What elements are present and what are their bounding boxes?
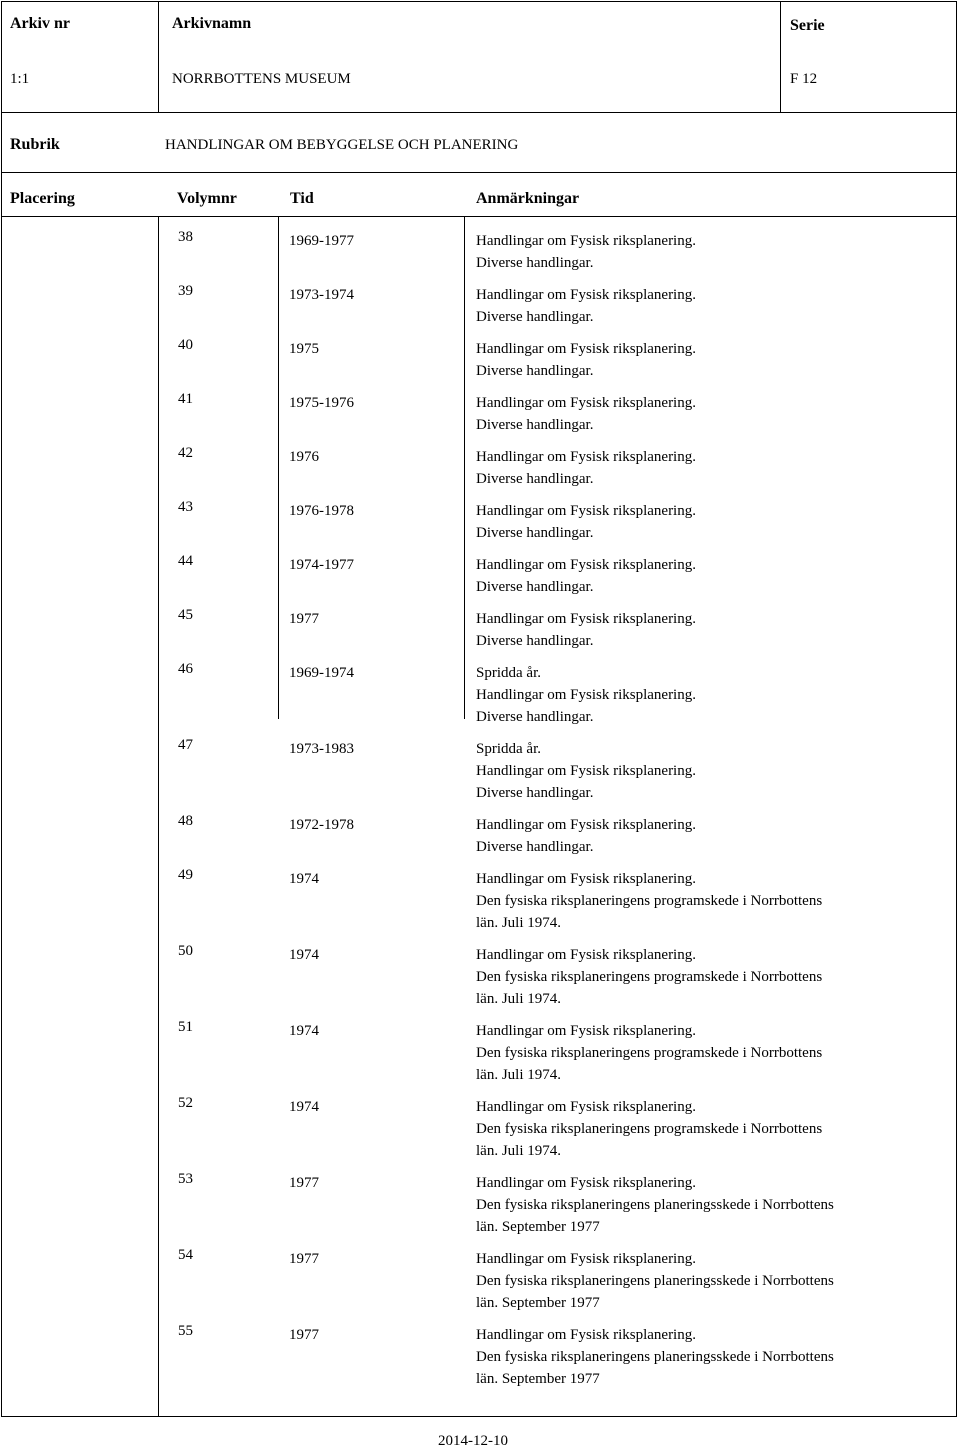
remark-line: Den fysiska riksplaneringens planeringsskede i Norrbottens xyxy=(476,1197,834,1213)
volume-number: 40 xyxy=(178,337,193,353)
remark-line: Handlingar om Fysisk riksplanering. xyxy=(476,947,696,963)
volume-period: 1977 xyxy=(289,1175,319,1191)
volume-remarks xyxy=(476,446,696,490)
arkivnamn-value: NORRBOTTENS MUSEUM xyxy=(172,71,351,87)
remark-line: län. September 1977 xyxy=(476,1219,600,1235)
volume-period: 1974 xyxy=(289,1099,319,1115)
table-row xyxy=(0,940,957,1016)
volume-number: 44 xyxy=(178,553,193,569)
table-row xyxy=(0,810,957,864)
remark-line: Handlingar om Fysisk riksplanering. xyxy=(476,763,696,779)
remark-line: Den fysiska riksplaneringens programskede i Norrbottens xyxy=(476,1045,823,1061)
volume-remarks xyxy=(476,738,696,804)
rubrik-divider xyxy=(1,172,957,173)
arkivnr-value: 1:1 xyxy=(10,71,30,87)
volume-remarks xyxy=(476,338,696,382)
volume-period: 1975-1976 xyxy=(289,395,354,411)
volume-number: 38 xyxy=(178,229,193,245)
remark-line: Diverse handlingar. xyxy=(476,525,594,541)
remark-line: Handlingar om Fysisk riksplanering. xyxy=(476,817,696,833)
volume-number: 54 xyxy=(178,1247,193,1263)
volume-period: 1976 xyxy=(289,449,319,465)
table-row xyxy=(0,226,957,280)
table-row xyxy=(0,334,957,388)
volume-remarks xyxy=(476,814,696,858)
serie-value: F 12 xyxy=(790,71,818,87)
remark-line: Diverse handlingar. xyxy=(476,309,594,325)
remark-line: Den fysiska riksplaneringens planeringsskede i Norrbottens xyxy=(476,1273,834,1289)
table-row xyxy=(0,1092,957,1168)
remark-line: Handlingar om Fysisk riksplanering. xyxy=(476,287,696,303)
volume-period: 1977 xyxy=(289,1251,319,1267)
remark-line: Handlingar om Fysisk riksplanering. xyxy=(476,557,696,573)
remark-line: län. Juli 1974. xyxy=(476,1143,561,1159)
volume-remarks xyxy=(476,1096,822,1162)
arkivnamn-label: Arkivnamn xyxy=(172,15,252,32)
rubrik-label: Rubrik xyxy=(10,136,60,153)
arkivnr-label: Arkiv nr xyxy=(10,15,70,32)
rubrik-value: HANDLINGAR OM BEBYGGELSE OCH PLANERING xyxy=(165,137,519,153)
remark-line: Den fysiska riksplaneringens programskede i Norrbottens xyxy=(476,969,823,985)
remark-line: Handlingar om Fysisk riksplanering. xyxy=(476,395,696,411)
volume-remarks xyxy=(476,1324,834,1390)
remark-line: Handlingar om Fysisk riksplanering. xyxy=(476,233,696,249)
table-row xyxy=(0,280,957,334)
volume-remarks xyxy=(476,500,696,544)
remark-line: Diverse handlingar. xyxy=(476,839,594,855)
volume-remarks xyxy=(476,662,696,728)
table-row xyxy=(0,442,957,496)
table-row xyxy=(0,550,957,604)
volume-remarks xyxy=(476,1248,834,1314)
remark-line: län. September 1977 xyxy=(476,1295,600,1311)
remark-line: Diverse handlingar. xyxy=(476,417,594,433)
volume-period: 1974 xyxy=(289,871,319,887)
remark-line: län. September 1977 xyxy=(476,1371,600,1387)
remark-line: Diverse handlingar. xyxy=(476,471,594,487)
remark-line: Den fysiska riksplaneringens planeringsskede i Norrbottens xyxy=(476,1349,834,1365)
column-header-tid: Tid xyxy=(290,190,314,207)
volume-number: 45 xyxy=(178,607,193,623)
remark-line: Handlingar om Fysisk riksplanering. xyxy=(476,503,696,519)
remark-line: Handlingar om Fysisk riksplanering. xyxy=(476,687,696,703)
table-row xyxy=(0,1016,957,1092)
volume-period: 1977 xyxy=(289,1327,319,1343)
remark-line: Handlingar om Fysisk riksplanering. xyxy=(476,1327,696,1343)
column-header-volymnr: Volymnr xyxy=(177,190,237,207)
remark-line: Den fysiska riksplaneringens programskede i Norrbottens xyxy=(476,893,823,909)
volume-number: 49 xyxy=(178,867,193,883)
serie-column-line xyxy=(780,1,781,112)
volume-number: 51 xyxy=(178,1019,193,1035)
columns-divider xyxy=(1,216,957,217)
table-row xyxy=(0,658,957,734)
remark-line: Handlingar om Fysisk riksplanering. xyxy=(476,449,696,465)
remark-line: Handlingar om Fysisk riksplanering. xyxy=(476,871,696,887)
table-row xyxy=(0,496,957,550)
volume-number: 42 xyxy=(178,445,193,461)
table-row xyxy=(0,604,957,658)
volume-remarks xyxy=(476,1020,822,1086)
remark-line: Handlingar om Fysisk riksplanering. xyxy=(476,1023,696,1039)
remark-line: Diverse handlingar. xyxy=(476,633,594,649)
remark-line: Handlingar om Fysisk riksplanering. xyxy=(476,1099,696,1115)
remark-line: Den fysiska riksplaneringens programskede i Norrbottens xyxy=(476,1121,823,1137)
volume-period: 1974-1977 xyxy=(289,557,354,573)
column-header-anmarkningar: Anmärkningar xyxy=(476,190,580,207)
remark-line: Handlingar om Fysisk riksplanering. xyxy=(476,1175,696,1191)
table-row xyxy=(0,388,957,442)
volume-number: 48 xyxy=(178,813,193,829)
volume-remarks xyxy=(476,392,696,436)
volume-period: 1976-1978 xyxy=(289,503,354,519)
volume-number: 53 xyxy=(178,1171,193,1187)
volume-number: 47 xyxy=(178,737,193,753)
remark-line: Diverse handlingar. xyxy=(476,785,594,801)
table-row xyxy=(0,1168,957,1244)
remark-line: Diverse handlingar. xyxy=(476,363,594,379)
volume-period: 1973-1974 xyxy=(289,287,354,303)
volume-period: 1972-1978 xyxy=(289,817,354,833)
column-header-placering: Placering xyxy=(10,190,75,207)
remark-line: län. Juli 1974. xyxy=(476,915,561,931)
remark-line: Diverse handlingar. xyxy=(476,579,594,595)
volume-number: 39 xyxy=(178,283,193,299)
table-row xyxy=(0,1320,957,1396)
remark-line: Handlingar om Fysisk riksplanering. xyxy=(476,1251,696,1267)
volume-number: 46 xyxy=(178,661,193,677)
remark-line: Diverse handlingar. xyxy=(476,709,594,725)
footer-date: 2014-12-10 xyxy=(438,1433,508,1449)
volume-period: 1973-1983 xyxy=(289,741,354,757)
volume-remarks xyxy=(476,1172,834,1238)
volume-period: 1975 xyxy=(289,341,319,357)
volume-period: 1974 xyxy=(289,1023,319,1039)
remark-line: Spridda år. xyxy=(476,741,541,757)
remark-line: län. Juli 1974. xyxy=(476,1067,561,1083)
volume-remarks xyxy=(476,608,696,652)
remark-line: Handlingar om Fysisk riksplanering. xyxy=(476,611,696,627)
volume-number: 55 xyxy=(178,1323,193,1339)
table-row xyxy=(0,1244,957,1320)
table-row xyxy=(0,864,957,940)
serie-label: Serie xyxy=(790,17,825,34)
remark-line: Handlingar om Fysisk riksplanering. xyxy=(476,341,696,357)
volume-period: 1969-1977 xyxy=(289,233,354,249)
volume-number: 41 xyxy=(178,391,193,407)
volume-number: 52 xyxy=(178,1095,193,1111)
volume-remarks xyxy=(476,230,696,274)
remark-line: län. Juli 1974. xyxy=(476,991,561,1007)
volume-number: 43 xyxy=(178,499,193,515)
header-divider xyxy=(1,112,957,113)
volume-period: 1974 xyxy=(289,947,319,963)
volume-number: 50 xyxy=(178,943,193,959)
volume-period: 1977 xyxy=(289,611,319,627)
table-row xyxy=(0,734,957,810)
volume-remarks xyxy=(476,868,822,934)
volume-period: 1969-1974 xyxy=(289,665,354,681)
volume-remarks xyxy=(476,944,822,1010)
remark-line: Diverse handlingar. xyxy=(476,255,594,271)
volume-remarks xyxy=(476,554,696,598)
volume-list xyxy=(0,226,957,1396)
remark-line: Spridda år. xyxy=(476,665,541,681)
volume-remarks xyxy=(476,284,696,328)
arkivnr-column-line xyxy=(158,1,159,112)
